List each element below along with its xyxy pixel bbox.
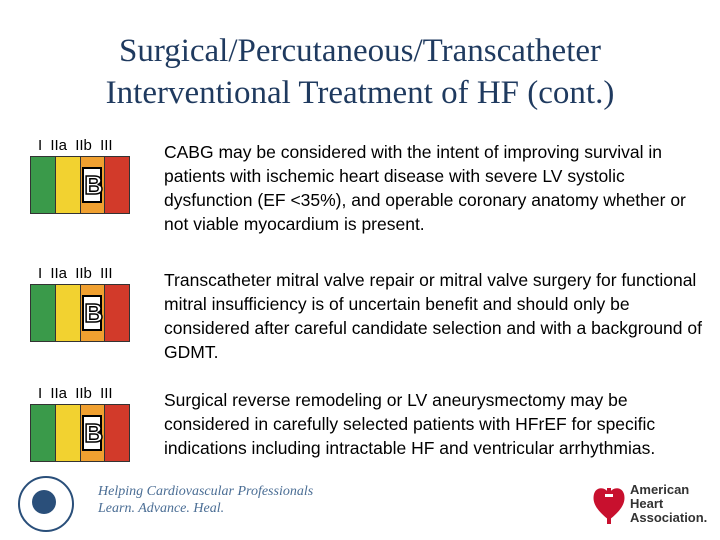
class-labels bbox=[38, 386, 138, 402]
class-box-i bbox=[31, 157, 56, 213]
aha-wordmark bbox=[630, 483, 707, 525]
class-label-i: I bbox=[38, 385, 43, 402]
recommendation-text: Surgical reverse remodeling or LV aneurysmectomy may be considered in carefully selected patients with HFrEF for specific indications including intractable HF and ventricular arrhythmias. bbox=[164, 390, 656, 458]
aha-line-1: American bbox=[630, 482, 690, 497]
class-box-iib bbox=[81, 285, 106, 341]
class-labels bbox=[38, 138, 138, 154]
recommendation-2 bbox=[30, 266, 710, 386]
acc-footer bbox=[18, 476, 314, 526]
class-box-iii bbox=[105, 157, 129, 213]
class-label-iii: III bbox=[100, 137, 113, 154]
class-label-iia: IIa bbox=[50, 265, 68, 282]
class-box-iii bbox=[105, 405, 129, 461]
class-box-i bbox=[31, 285, 56, 341]
aha-line-3: Association. bbox=[630, 510, 708, 525]
class-boxes bbox=[30, 284, 130, 342]
class-box-iia bbox=[56, 285, 81, 341]
class-box-iia bbox=[56, 405, 81, 461]
class-box-iii bbox=[105, 285, 129, 341]
title-line-1: Surgical/Percutaneous/Transcatheter bbox=[118, 33, 602, 69]
title-line-2: Interventional Treatment of HF (cont.) bbox=[105, 75, 615, 111]
class-label-iib: IIb bbox=[75, 385, 92, 402]
class-boxes bbox=[30, 156, 130, 214]
level-of-evidence-badge: B bbox=[82, 295, 102, 331]
class-box-iib bbox=[81, 405, 106, 461]
level-of-evidence-badge: B bbox=[82, 167, 102, 203]
tagline-line-2: Learn. Advance. Heal. bbox=[98, 501, 225, 516]
acc-tagline bbox=[98, 483, 313, 517]
class-label-i: I bbox=[38, 137, 43, 154]
class-boxes bbox=[30, 404, 130, 462]
aha-line-2: Heart bbox=[630, 496, 664, 511]
recommendation-text: CABG may be considered with the intent of improving survival in patients with ischemic heart disease with severe LV systolic dysfunction (EF <35%), and operable coronary anatomy whether or not viable myocardium is present. bbox=[164, 142, 686, 234]
aha-footer bbox=[592, 480, 716, 530]
class-box-iib bbox=[81, 157, 106, 213]
class-box-i bbox=[31, 405, 56, 461]
class-box-iia bbox=[56, 157, 81, 213]
acc-seal-logo bbox=[18, 476, 74, 532]
class-label-iib: IIb bbox=[75, 137, 92, 154]
class-label-iib: IIb bbox=[75, 265, 92, 282]
aha-heart-torch-icon bbox=[592, 480, 626, 526]
class-label-iia: IIa bbox=[50, 137, 68, 154]
level-of-evidence-badge: B bbox=[82, 415, 102, 451]
recommendation-text: Transcatheter mitral valve repair or mitral valve surgery for functional mitral insufficiency is of uncertain benefit and should only be considered after careful candidate selection and with a background of GDMT. bbox=[164, 270, 702, 362]
tagline-line-1: Helping Cardiovascular Professionals bbox=[98, 484, 314, 499]
class-label-iii: III bbox=[100, 385, 113, 402]
recommendation-1 bbox=[30, 138, 710, 258]
class-label-iia: IIa bbox=[50, 385, 68, 402]
class-label-i: I bbox=[38, 265, 43, 282]
slide-title bbox=[0, 30, 720, 114]
class-labels bbox=[38, 266, 138, 282]
class-label-iii: III bbox=[100, 265, 113, 282]
